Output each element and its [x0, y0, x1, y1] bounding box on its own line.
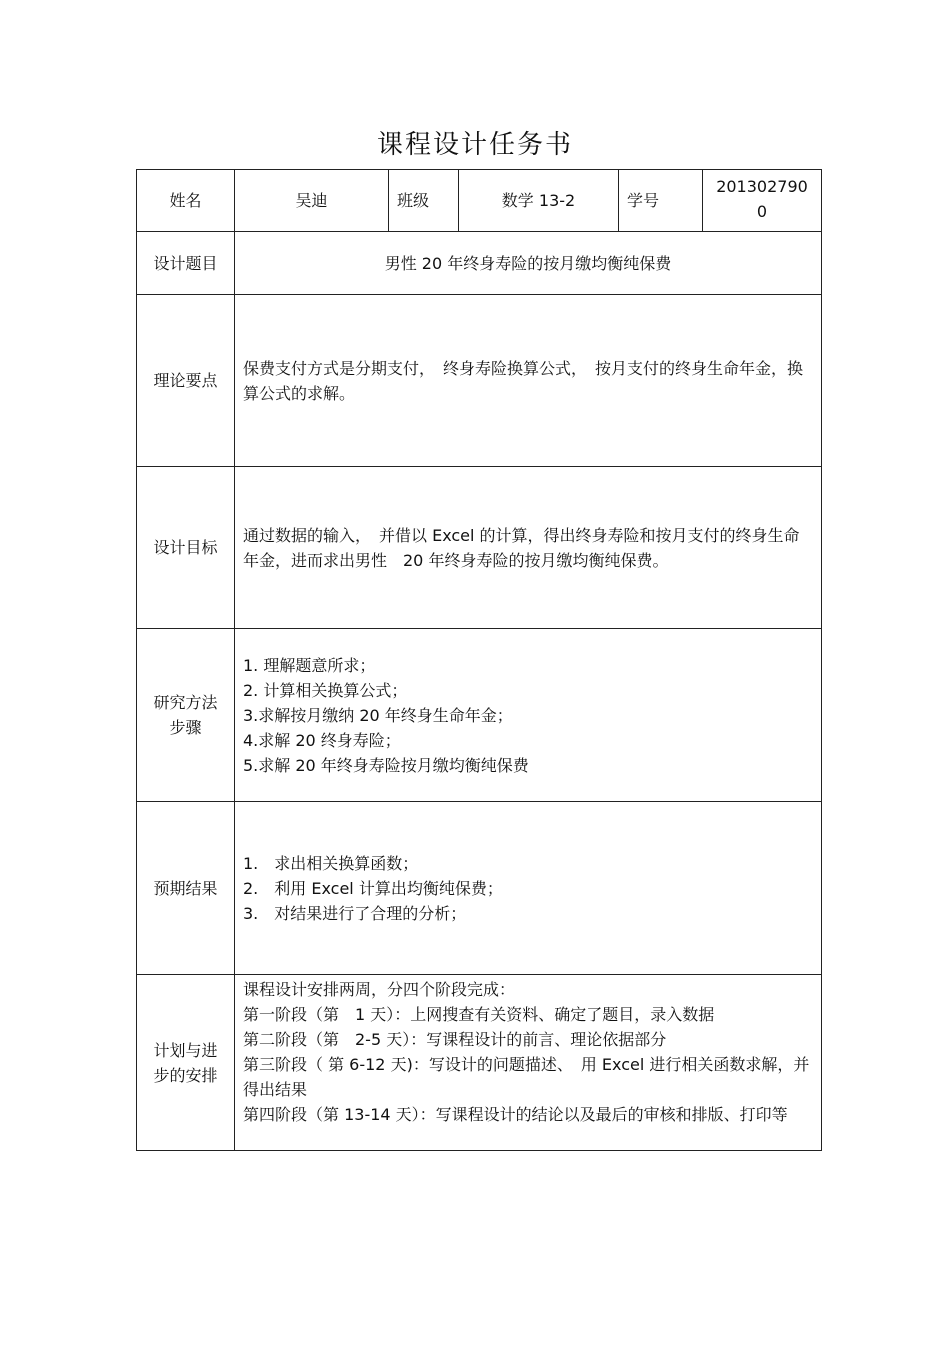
name-value: 吴迪 [235, 170, 389, 232]
student-id-line1: 201302790 [716, 177, 808, 196]
class-label: 班级 [389, 170, 459, 232]
list-item: 4.求解 20 终身寿险； [243, 730, 401, 750]
list-item: 3. 对结果进行了合理的分析； [243, 903, 467, 923]
list-item: 1. 理解题意所求； [243, 655, 376, 675]
plan-label-line2: 步的安排 [153, 1065, 218, 1085]
expected-items [235, 802, 822, 975]
list-item: 3.求解按月缴纳 20 年终身生命年金； [243, 705, 513, 725]
topic-label: 设计题目 [137, 232, 235, 295]
theory-label: 理论要点 [137, 295, 235, 467]
student-id-label: 学号 [619, 170, 703, 232]
method-steps [235, 629, 822, 802]
goal-row [137, 467, 822, 629]
expected-label: 预期结果 [137, 802, 235, 975]
method-row [137, 629, 822, 802]
info-row [137, 170, 822, 232]
topic-value: 男性 20 年终身寿险的按月缴均衡纯保费 [235, 232, 822, 295]
list-item: 2. 利用 Excel 计算出均衡纯保费； [243, 878, 503, 898]
theory-text: 保费支付方式是分期支付， 终身寿险换算公式， 按月支付的终身生命年金，换算公式的求解。 [235, 295, 822, 467]
student-id-line2: 0 [756, 202, 768, 221]
goal-label: 设计目标 [137, 467, 235, 629]
goal-text: 通过数据的输入， 并借以 Excel 的计算，得出终身寿险和按月支付的终身生命年金，进而求出男性 20 年终身寿险的按月缴均衡纯保费。 [235, 467, 822, 629]
method-label [137, 629, 235, 802]
method-label-line2: 步骤 [169, 718, 202, 737]
plan-lines [235, 975, 822, 1151]
plan-line: 第三阶段（ 第 6-12 天)：写设计的问题描述、 用 Excel 进行相关函数求解，并得出结果 [243, 1055, 810, 1099]
list-item: 1. 求出相关换算函数； [243, 853, 419, 873]
student-id-value [703, 170, 822, 232]
task-table [136, 169, 822, 1151]
plan-line: 第一阶段（第 1 天）：上网搜查有关资料、确定了题目，录入数据 [243, 1005, 715, 1024]
theory-row [137, 295, 822, 467]
plan-label-line1: 计划与进 [153, 1040, 218, 1060]
plan-line: 第二阶段（第 2-5 天）：写课程设计的前言、理论依据部分 [243, 1030, 667, 1049]
name-label: 姓名 [137, 170, 235, 232]
list-item: 2. 计算相关换算公式； [243, 680, 408, 700]
class-value: 数学 13-2 [459, 170, 619, 232]
topic-row [137, 232, 822, 295]
plan-label [137, 975, 235, 1151]
plan-line: 课程设计安排两周，分四个阶段完成： [243, 980, 516, 999]
plan-row [137, 975, 822, 1151]
plan-line: 第四阶段（第 13-14 天）：写课程设计的结论以及最后的审核和排版、打印等 [243, 1105, 788, 1124]
document-title: 课程设计任务书 [376, 130, 573, 160]
method-label-line1: 研究方法 [153, 693, 218, 712]
expected-row [137, 802, 822, 975]
list-item: 5.求解 20 年终身寿险按月缴均衡纯保费 [243, 755, 529, 775]
